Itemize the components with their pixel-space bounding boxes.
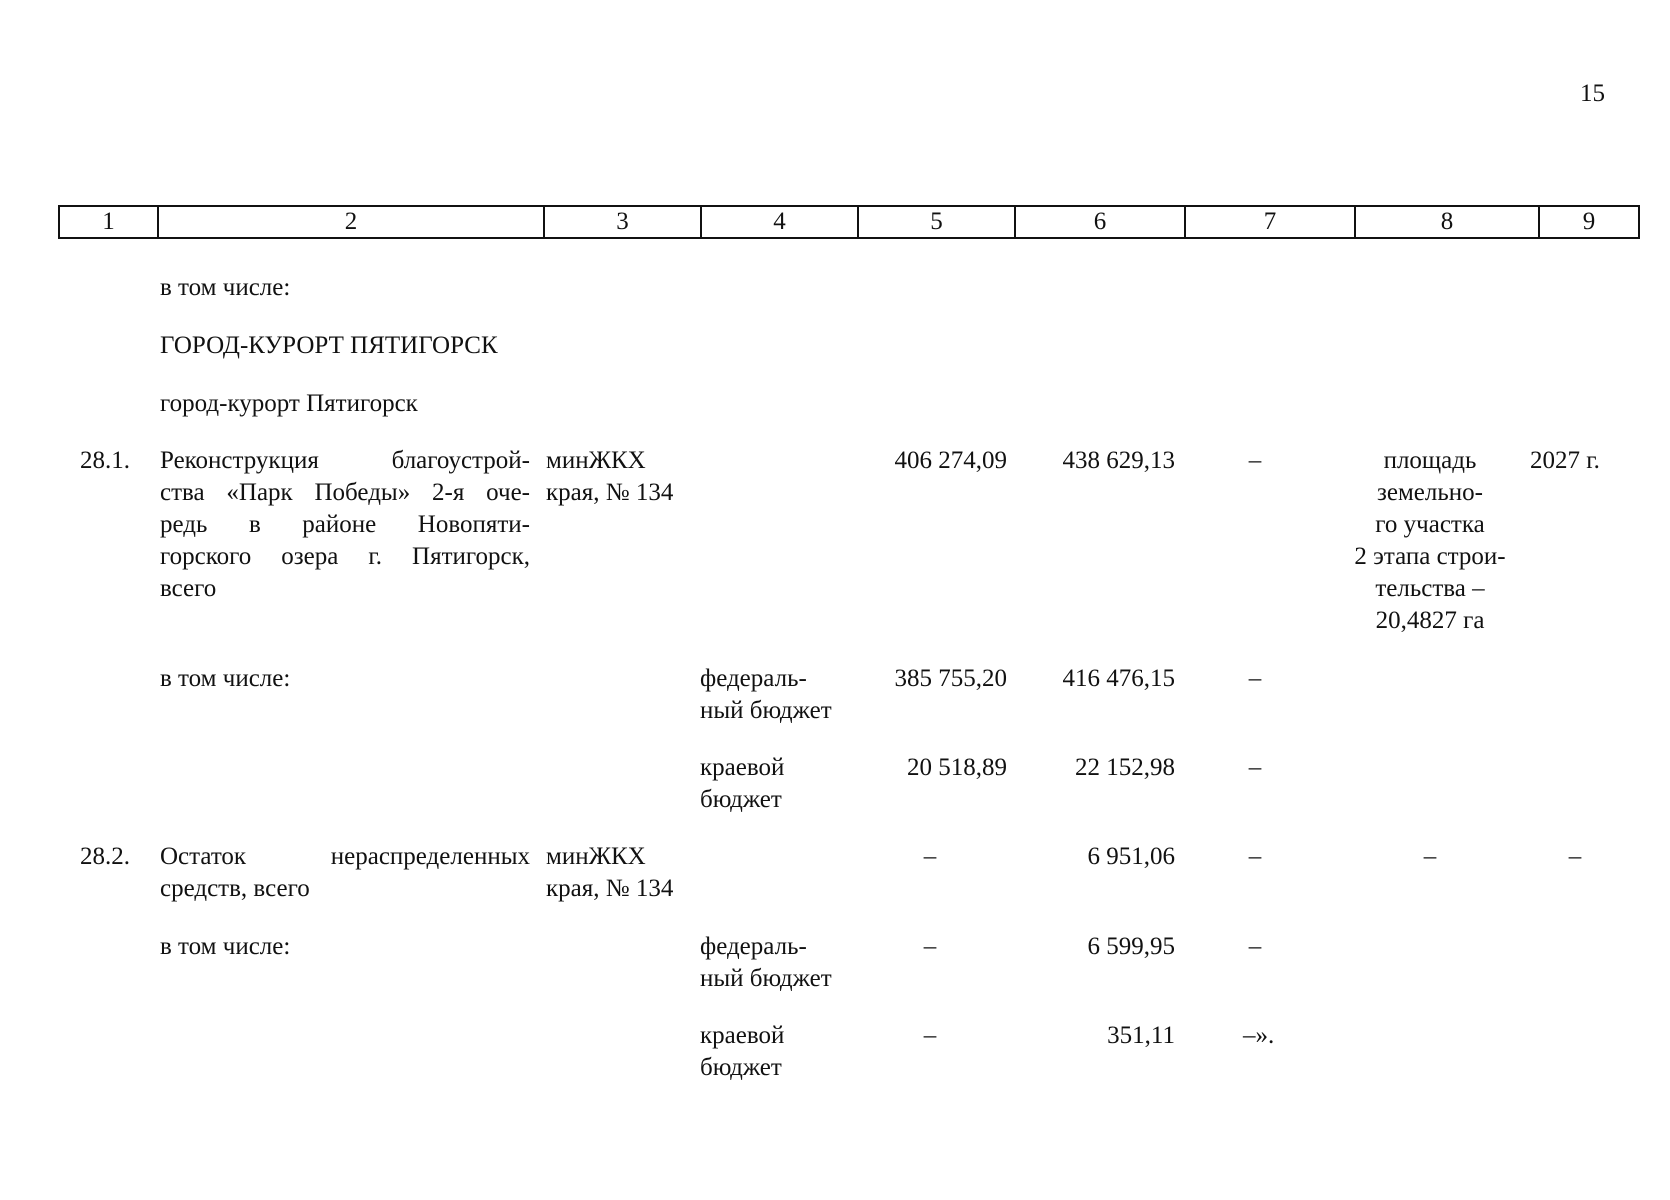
row-col9: 2027 г. (1530, 447, 1600, 474)
sub-col5: – (923, 933, 937, 960)
sub-col6: 6 599,95 (1087, 933, 1175, 960)
row-name (160, 445, 530, 605)
source-line: бюджет (700, 786, 782, 813)
page-number: 15 (1580, 80, 1605, 107)
row-col7: – (1248, 843, 1262, 870)
row-number: 28.2. (80, 843, 130, 870)
sub-including-label: в том числе: (160, 665, 291, 692)
sub-col7: –». (1243, 1022, 1275, 1049)
col8-line: 20,4827 га (1375, 607, 1485, 634)
sub-including-label: в том числе: (160, 933, 291, 960)
funding-source (700, 931, 832, 995)
executor-line: края, № 134 (546, 875, 674, 902)
row-name-line: Остаток нераспределенных (160, 843, 530, 870)
funding-source (700, 1020, 784, 1084)
sub-col7: – (1248, 754, 1262, 781)
row-executor (546, 841, 673, 905)
header-col-6: 6 (1015, 206, 1185, 238)
header-col-2: 2 (158, 206, 544, 238)
row-col5: 406 274,09 (894, 447, 1007, 474)
header-col-4: 4 (701, 206, 858, 238)
city-heading-caps: ГОРОД-КУРОРТ ПЯТИГОРСК (160, 332, 498, 359)
row-name-line: средств, всего (160, 875, 310, 902)
source-line: краевой (700, 754, 785, 781)
row-col8: – (1423, 843, 1437, 870)
source-line: федераль- (700, 933, 807, 960)
funding-source (700, 663, 832, 727)
executor-line: минЖКХ (546, 447, 646, 474)
sub-col6: 22 152,98 (1075, 754, 1175, 781)
sub-col6: 351,11 (1107, 1022, 1175, 1049)
col8-line: тельства – (1375, 575, 1485, 602)
sub-col7: – (1248, 933, 1262, 960)
including-label: в том числе: (160, 274, 291, 301)
row-name-line: редь в районе Новопяти- (160, 511, 530, 538)
city-heading: город-курорт Пятигорск (160, 390, 418, 417)
row-name-line: Реконструкция благоустрой- (160, 447, 530, 474)
row-col9: – (1568, 843, 1582, 870)
row-name-line: всего (160, 575, 217, 602)
funding-source (700, 752, 784, 816)
header-col-1: 1 (59, 206, 158, 238)
col8-line: площадь (1383, 447, 1477, 474)
row-col7: – (1248, 447, 1262, 474)
source-line: бюджет (700, 1054, 782, 1081)
sub-col7: – (1248, 665, 1262, 692)
header-col-8: 8 (1355, 206, 1539, 238)
row-col5: – (923, 843, 937, 870)
row-col8 (1340, 445, 1520, 637)
sub-col5: – (923, 1022, 937, 1049)
row-col6: 438 629,13 (1062, 447, 1175, 474)
source-line: ный бюджет (700, 697, 832, 724)
row-number: 28.1. (80, 447, 130, 474)
col8-line: земельно- (1377, 479, 1483, 506)
source-line: ный бюджет (700, 965, 832, 992)
executor-line: края, № 134 (546, 479, 674, 506)
sub-col5: 20 518,89 (907, 754, 1007, 781)
row-name-line: ства «Парк Победы» 2-я оче- (160, 479, 530, 506)
row-col6: 6 951,06 (1087, 843, 1175, 870)
row-name (160, 841, 530, 905)
header-col-3: 3 (544, 206, 701, 238)
col8-line: 2 этапа строи- (1354, 543, 1506, 570)
source-line: краевой (700, 1022, 785, 1049)
row-executor (546, 445, 673, 509)
col8-line: го участка (1375, 511, 1485, 538)
row-name-line: горского озера г. Пятигорск, (160, 543, 530, 570)
sub-col5: 385 755,20 (894, 665, 1007, 692)
header-col-7: 7 (1185, 206, 1355, 238)
sub-col6: 416 476,15 (1062, 665, 1175, 692)
column-number-header (58, 205, 1640, 239)
header-col-9: 9 (1539, 206, 1639, 238)
source-line: федераль- (700, 665, 807, 692)
executor-line: минЖКХ (546, 843, 646, 870)
header-col-5: 5 (858, 206, 1015, 238)
